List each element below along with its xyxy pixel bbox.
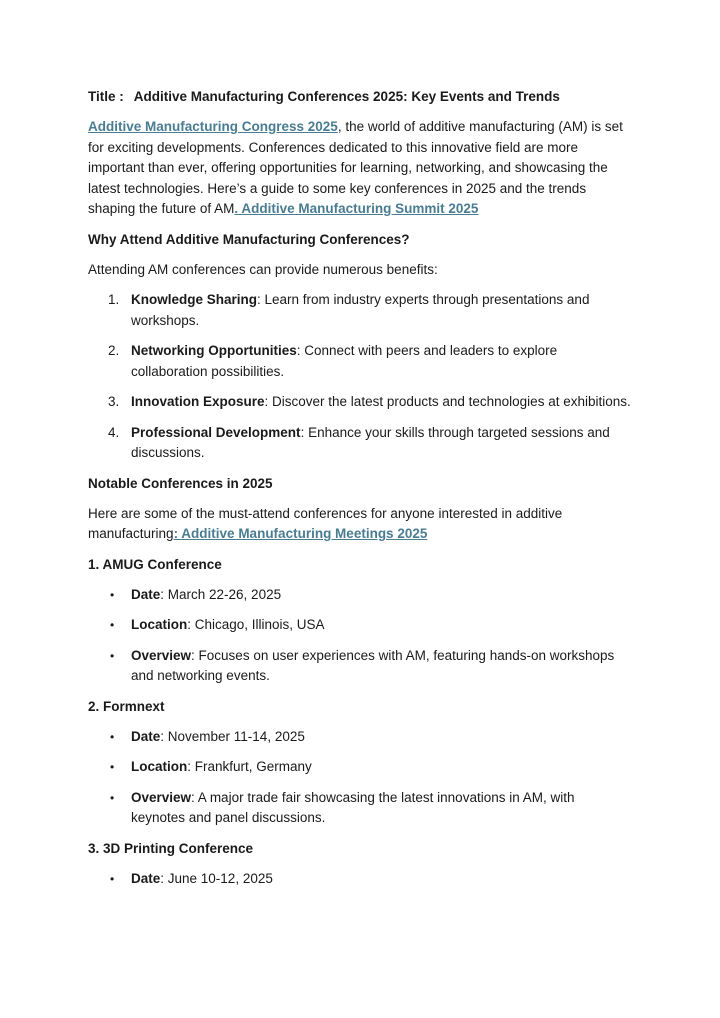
notable-lead-paragraph: [88, 504, 632, 545]
list-item: [88, 757, 632, 778]
conference-heading-amug: 1. AMUG Conference: [88, 556, 222, 572]
list-number: 3.: [108, 394, 120, 409]
list-number: 1.: [108, 292, 120, 307]
bullet-icon: •: [110, 729, 115, 744]
detail-term: Overview: [131, 789, 192, 805]
congress-link[interactable]: Additive Manufacturing Congress 2025: [88, 119, 338, 134]
list-item: [88, 392, 632, 413]
detail-desc: : Focuses on user experiences with AM, featuring hands-on workshops and networking events.: [131, 647, 615, 683]
benefit-desc: : Discover the latest products and technologies at exhibitions.: [264, 394, 631, 409]
benefit-term: Knowledge Sharing: [131, 292, 258, 307]
detail-desc: : March 22-26, 2025: [160, 586, 282, 602]
list-item: [88, 423, 632, 464]
detail-desc: : November 11-14, 2025: [160, 728, 305, 744]
notable-lead: Here are some of the must-attend conferences for anyone interested in additive manufacturing: [88, 505, 563, 541]
summit-link[interactable]: . Additive Manufacturing Summit 2025: [234, 201, 479, 216]
intro-text: , the world of additive manufacturing (AM) is set for exciting developments. Conferences dedicated to this innovative field are more important than ever, offering opportunities for learning, networking, and showcasing the latest technologies. Here’s a guide to some key conferences in 2025 and the trends shaping the future of AM: [88, 119, 623, 216]
benefit-term: Networking Opportunities: [131, 343, 297, 358]
bullet-icon: •: [110, 760, 115, 774]
list-number: 4.: [108, 424, 120, 440]
list-item: [88, 615, 632, 636]
detail-desc: : Chicago, Illinois, USA: [187, 617, 325, 632]
bullet-icon: •: [110, 790, 115, 805]
intro-paragraph: [88, 117, 632, 220]
conference-heading-formnext: 2. Formnext: [88, 698, 165, 714]
bullet-icon: •: [110, 587, 115, 602]
detail-term: Location: [131, 617, 188, 632]
list-item: [88, 869, 632, 890]
detail-desc: : Frankfurt, Germany: [187, 759, 312, 774]
conference-details-amug: [88, 585, 632, 687]
detail-term: Date: [131, 586, 161, 602]
bullet-icon: •: [110, 618, 115, 632]
detail-desc: : A major trade fair showcasing the latest innovations in AM, with keynotes and panel discussions.: [131, 789, 575, 825]
why-heading: Why Attend Additive Manufacturing Conferences?: [88, 231, 410, 247]
conference-details-3d-printing: [88, 869, 632, 890]
detail-desc: : June 10-12, 2025: [160, 870, 273, 886]
document-title: [88, 88, 632, 105]
list-number: 2.: [108, 343, 120, 358]
list-item: [88, 646, 632, 687]
why-lead: Attending AM conferences can provide numerous benefits:: [88, 261, 438, 277]
notable-heading: Notable Conferences in 2025: [88, 475, 273, 491]
benefit-desc: : Learn from industry experts through presentations and workshops.: [131, 292, 590, 328]
detail-term: Overview: [131, 647, 192, 663]
meetings-link[interactable]: : Additive Manufacturing Meetings 2025: [173, 526, 428, 541]
title-text: Additive Manufacturing Conferences 2025: Key Events and Trends: [133, 89, 560, 104]
conference-heading-3d-printing: 3. 3D Printing Conference: [88, 840, 254, 856]
benefit-term: Professional Development: [131, 424, 301, 440]
detail-term: Date: [131, 870, 161, 886]
detail-term: Location: [131, 759, 188, 774]
detail-term: Date: [131, 728, 161, 744]
list-item: [88, 788, 632, 829]
list-item: [88, 585, 632, 606]
benefit-term: Innovation Exposure: [131, 394, 265, 409]
conference-details-formnext: [88, 727, 632, 829]
list-item: [88, 727, 632, 748]
benefit-desc: : Connect with peers and leaders to explore collaboration possibilities.: [131, 343, 558, 379]
title-label: Title :: [88, 89, 124, 104]
bullet-icon: •: [110, 648, 115, 663]
benefits-list: [88, 290, 632, 464]
bullet-icon: •: [110, 871, 115, 886]
list-item: [88, 290, 632, 331]
benefit-desc: : Enhance your skills through targeted sessions and discussions.: [131, 424, 610, 460]
list-item: [88, 341, 632, 382]
